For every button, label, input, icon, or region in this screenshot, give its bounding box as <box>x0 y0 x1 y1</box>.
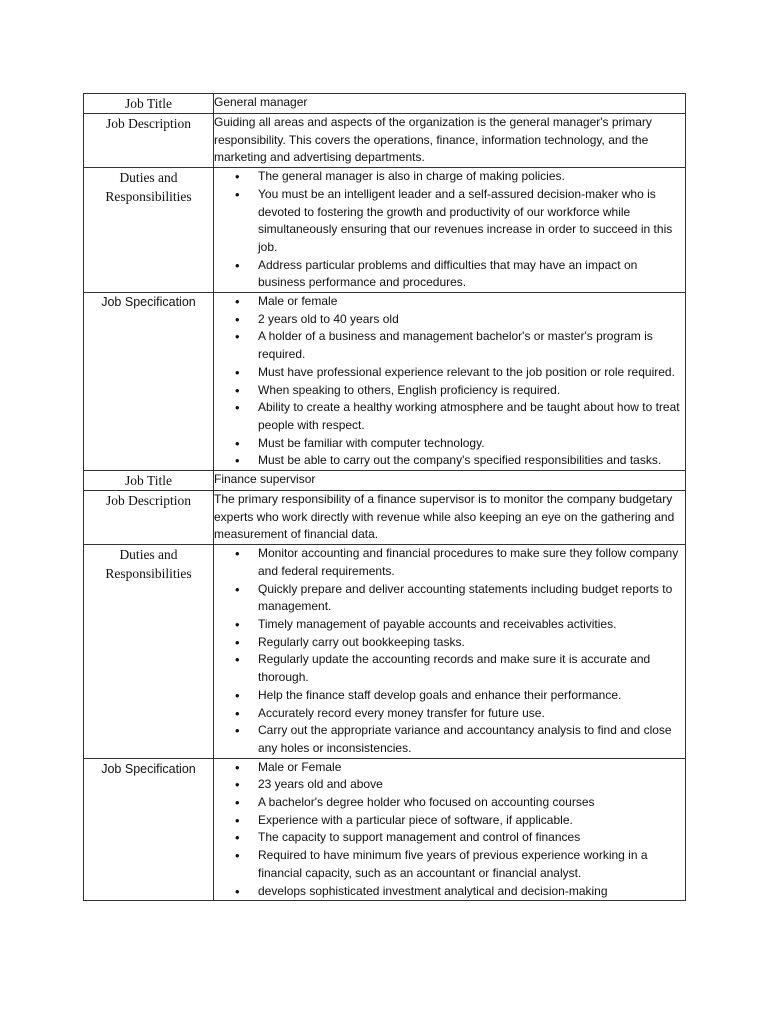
list-item: • Carry out the appropriate variance and accountancy analysis to find and close any holes or inconsistencies. <box>214 722 685 757</box>
value-job-specification <box>214 293 686 471</box>
list-item: • 2 years old to 40 years old <box>214 311 685 329</box>
list-item: • Male or female <box>214 293 685 311</box>
list-item: • Regularly update the accounting records and make sure it is accurate and thorough. <box>214 651 685 686</box>
value-duties <box>214 545 686 758</box>
duties-list <box>214 168 685 292</box>
list-item: • Required to have minimum five years of previous experience working in a financial capacity, such as an accountant or financial analyst. <box>214 847 685 882</box>
row-job-title <box>84 471 686 491</box>
row-job-description <box>84 114 686 168</box>
label-duties: Duties and Responsibilities <box>84 545 214 758</box>
row-job-specification <box>84 758 686 901</box>
list-item: • The capacity to support management and control of finances <box>214 829 685 847</box>
row-job-description <box>84 491 686 545</box>
list-item: • Must be familiar with computer technology. <box>214 435 685 453</box>
label-duties: Duties and Responsibilities <box>84 168 214 293</box>
row-duties <box>84 168 686 293</box>
value-job-title: Finance supervisor <box>214 471 686 491</box>
specification-list <box>214 293 685 470</box>
list-item: • Must be able to carry out the company's specified responsibilities and tasks. <box>214 452 685 470</box>
list-item: • Male or Female <box>214 759 685 777</box>
duties-list <box>214 545 685 757</box>
list-item: • 23 years old and above <box>214 776 685 794</box>
value-duties <box>214 168 686 293</box>
label-job-specification: Job Specification <box>84 758 214 901</box>
specification-list <box>214 759 685 901</box>
list-item: • Accurately record every money transfer for future use. <box>214 705 685 723</box>
row-job-specification <box>84 293 686 471</box>
list-item: • When speaking to others, English proficiency is required. <box>214 382 685 400</box>
list-item: • The general manager is also in charge of making policies. <box>214 168 685 186</box>
label-job-title: Job Title <box>84 471 214 491</box>
value-job-description: Guiding all areas and aspects of the organization is the general manager's primary responsibility. This covers the operations, finance, information technology, and the marketing and advertising departments. <box>214 114 686 168</box>
row-job-title <box>84 94 686 114</box>
list-item: • Timely management of payable accounts and receivables activities. <box>214 616 685 634</box>
list-item: • Must have professional experience relevant to the job position or role required. <box>214 364 685 382</box>
label-job-title: Job Title <box>84 94 214 114</box>
list-item: • Ability to create a healthy working atmosphere and be taught about how to treat people with respect. <box>214 399 685 434</box>
list-item: • Quickly prepare and deliver accounting statements including budget reports to management. <box>214 581 685 616</box>
row-duties <box>84 545 686 758</box>
label-job-description: Job Description <box>84 491 214 545</box>
list-item: • A bachelor's degree holder who focused on accounting courses <box>214 794 685 812</box>
value-job-title: General manager <box>214 94 686 114</box>
list-item: • A holder of a business and management bachelor's or master's program is required. <box>214 328 685 363</box>
list-item: • develops sophisticated investment analytical and decision-making <box>214 883 685 901</box>
value-job-description: The primary responsibility of a finance supervisor is to monitor the company budgetary experts who work directly with revenue while also keeping an eye on the gathering and measurement of financial data. <box>214 491 686 545</box>
job-table <box>83 93 686 901</box>
list-item: • Regularly carry out bookkeeping tasks. <box>214 634 685 652</box>
list-item: • Help the finance staff develop goals and enhance their performance. <box>214 687 685 705</box>
label-job-description: Job Description <box>84 114 214 168</box>
value-job-specification <box>214 758 686 901</box>
list-item: • Address particular problems and difficulties that may have an impact on business performance and procedures. <box>214 257 685 292</box>
label-job-specification: Job Specification <box>84 293 214 471</box>
list-item: • Experience with a particular piece of software, if applicable. <box>214 812 685 830</box>
list-item: • You must be an intelligent leader and a self-assured decision-maker who is devoted to fostering the growth and productivity of our workforce while simultaneously ensuring that our revenues increase in order to succeed in this job. <box>214 186 685 257</box>
list-item: • Monitor accounting and financial procedures to make sure they follow company and federal requirements. <box>214 545 685 580</box>
